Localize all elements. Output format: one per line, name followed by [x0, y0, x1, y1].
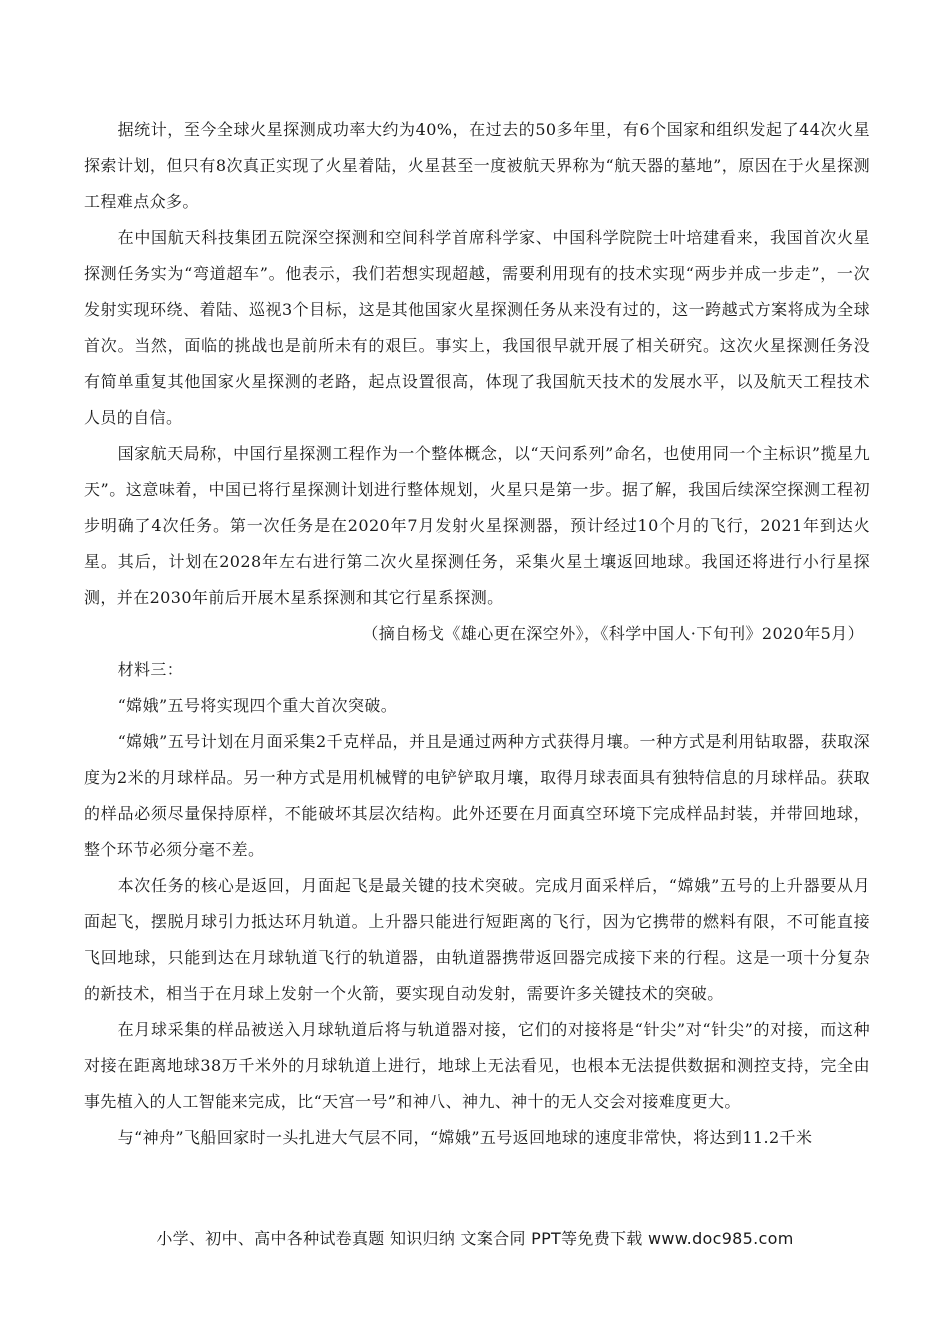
- material-three-heading: 材料三：: [117, 660, 184, 679]
- paragraph-ye-peijian: 在中国航天科技集团五院深空探测和空间科学首席科学家、中国科学院院士叶培建看来，我国首次火星探测任务实为“弯道超车”。他表示，我们若想实现超越，需要利用现有的技术实现“两步并成一步走”，一次发射实现环绕、着陆、巡视3个目标，这是其他国家火星探测任务从来没有过的，这一跨越式方案将成为全球首次。当然，面临的挑战也是前所未有的艰巨。事实上，我国很早就开展了相关研究。这次火星探测任务没有简单重复其他国家火星探测的老路，起点设置很高，体现了我国航天技术的发展水平，以及航天工程技术人员的自信。: [84, 228, 870, 427]
- paragraph-mars-success-rate: 据统计，至今全球火星探测成功率大约为40%，在过去的50多年里，有6个国家和组织发起了44次火星探索计划，但只有8次真正实现了火星着陆，火星甚至一度被航天界称为“航天器的墓地”，原因在于火星探测工程难点众多。: [84, 120, 870, 211]
- citation: （摘自杨戈《雄心更在深空外》，《科学中国人·下旬刊》2020年5月）: [362, 624, 864, 643]
- paragraph-tianwen-series: 国家航天局称，中国行星探测工程作为一个整体概念，以“天问系列”命名，也使用同一个主标识”揽星九天”。这意味着，中国已将行星探测计划进行整体规划，火星只是第一步。据了解，我国后续深空探测工程初步明确了4次任务。第一次任务是在2020年7月发射火星探测器，预计经过10个月的飞行，2021年到达火星。其后，计划在2028年左右进行第二次火星探测任务，采集火星土壤返回地球。我国还将进行小行星探测，并在2030年前后开展木星系探测和其它行星系探测。: [84, 444, 870, 607]
- page-footer: 小学、初中、高中各种试卷真题 知识归纳 文案合同 PPT等免费下载 www.doc985.com: [156, 1229, 794, 1248]
- paragraph-lunar-takeoff: 本次任务的核心是返回，月面起飞是最关键的技术突破。完成月面采样后，“嫦娥”五号的上升器要从月面起飞，摆脱月球引力抵达环月轨道。上升器只能进行短距离的飞行，因为它携带的燃料有限，不可能直接飞回地球，只能到达在月球轨道飞行的轨道器，由轨道器携带返回器完成接下来的行程。这是一项十分复杂的新技术，相当于在月球上发射一个火箭，要实现自动发射，需要许多关键技术的突破。: [84, 876, 870, 1003]
- paragraph-change5-intro: “嫦娥”五号将实现四个重大首次突破。: [117, 696, 398, 715]
- article-body: [84, 112, 870, 1156]
- paragraph-docking: 在月球采集的样品被送入月球轨道后将与轨道器对接，它们的对接将是“针尖”对“针尖”的对接，而这种对接在距离地球38万千米外的月球轨道上进行，地球上无法看见，也根本无法提供数据和测控支持，完全由事先植入的人工智能来完成，比“天宫一号”和神八、神九、神十的无人交会对接难度更大。: [84, 1020, 870, 1111]
- paragraph-sampling: “嫦娥”五号计划在月面采集2千克样品，并且是通过两种方式获得月壤。一种方式是利用钻取器，获取深度为2米的月球样品。另一种方式是用机械臂的电铲铲取月壤，取得月球表面具有独特信息的月球样品。获取的样品必须尽量保持原样，不能破坏其层次结构。此外还要在月面真空环境下完成样品封装，并带回地球，整个环节必须分毫不差。: [84, 732, 870, 859]
- paragraph-reentry: 与“神舟”飞船回家时一头扎进大气层不同，“嫦娥”五号返回地球的速度非常快，将达到11.2千米: [117, 1128, 813, 1147]
